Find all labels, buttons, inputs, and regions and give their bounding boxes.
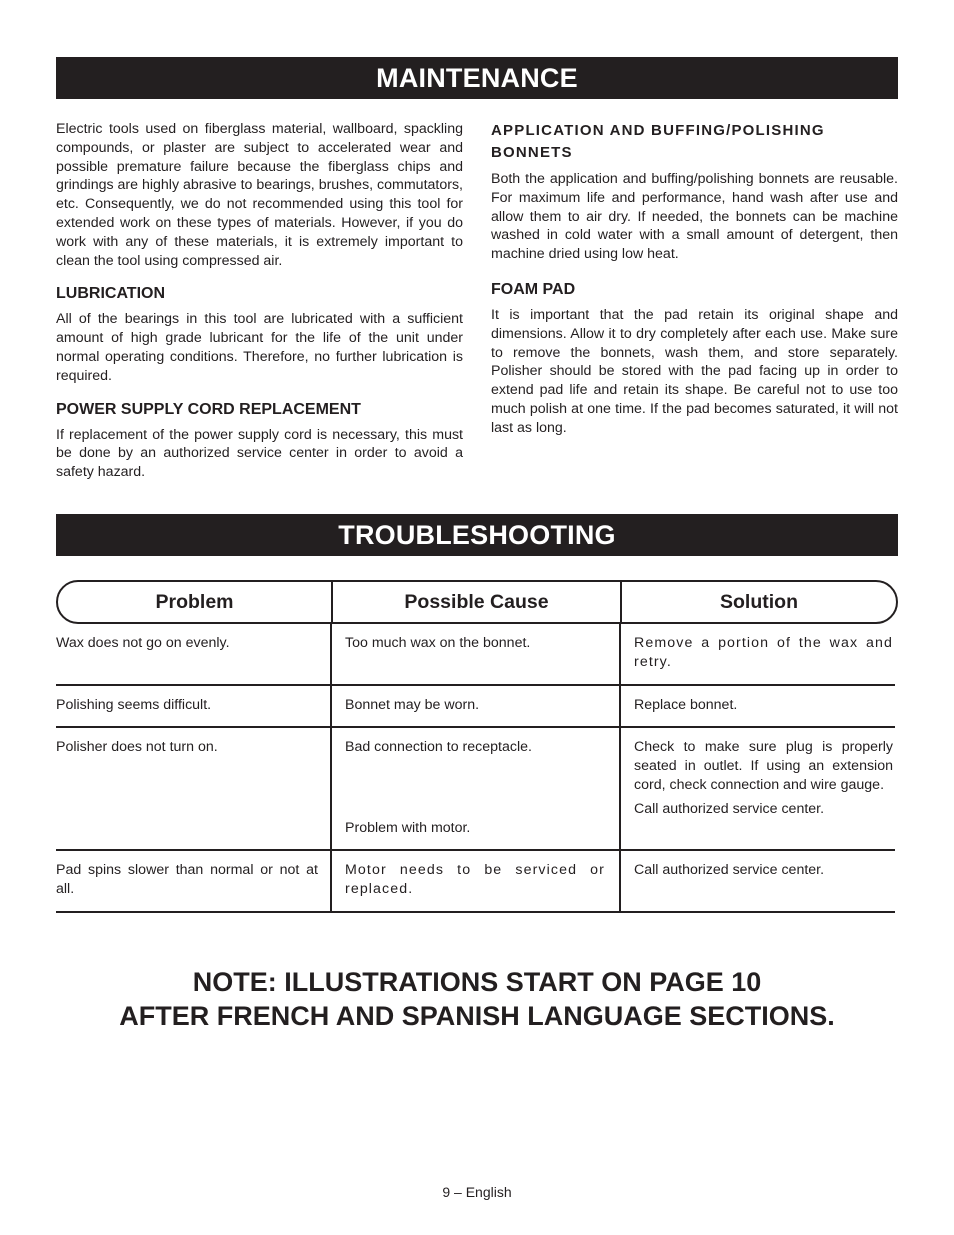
maintenance-title: MAINTENANCE [56,57,898,99]
problem-cell: Polishing seems difficult. [56,686,332,726]
table-header [56,580,898,624]
cause-cell: Motor needs to be serviced or replaced. [332,851,621,911]
solution-cell: Replace bonnet. [634,697,738,713]
page-footer: 9 – English [442,1184,512,1200]
table-row [56,624,895,686]
solution-cell: Call authorized service center. [634,862,825,878]
foam-pad-text: It is important that the pad retain its original shape and dimensions. Allow it to dry completely after each use. Make sure to remove the bonnets, wash them, and store separately. Polisher should be stored with the pad facing up in order to extend pad life and retain its shape. Be careful not to use too much polish at one time. If the pad becomes saturated, it will not last as long. [491,306,898,436]
solution-cell [621,728,895,849]
cause-line: Bad connection to receptacle. [345,739,532,755]
header-possible-cause: Possible Cause [333,582,622,622]
foam-pad-heading: FOAM PAD [491,280,576,298]
problem-cell: Pad spins slower than normal or not at all. [56,851,332,911]
note-line-1: NOTE: ILLUSTRATIONS START ON PAGE 10 [192,967,762,997]
maintenance-right-column [491,120,898,438]
table-row [56,851,895,913]
solution-cell: Remove a portion of the wax and retry. [634,635,893,670]
table-row [56,686,895,728]
cause-cell [332,728,621,849]
bonnets-text: Both the application and buffing/polishing bonnets are reusable. For maximum life and performance, hand wash after use and allow them to air dry. If needed, the bonnets can be machine washed in cold water with a small amount of detergent, then machine dried using low heat. [491,171,898,263]
solution-line: Call authorized service center. [634,801,825,818]
troubleshooting-table [56,580,898,913]
maintenance-left-column [56,120,463,482]
illustrations-note [56,965,898,1033]
problem-cell: Polisher does not turn on. [56,728,332,849]
cord-replacement-heading: POWER SUPPLY CORD REPLACEMENT [56,400,361,418]
cause-cell: Bonnet may be worn. [332,686,621,726]
table-row [56,728,895,851]
bonnets-heading: APPLICATION AND BUFFING/POLISHING BONNETS [491,122,825,161]
troubleshooting-title: TROUBLESHOOTING [56,514,898,556]
solution-line: Check to make sure plug is properly seated in outlet. If using an extension cord, check connection and wire gauge. [634,739,893,793]
lubrication-text: All of the bearings in this tool are lubricated with a sufficient amount of high grade lubricant for the life of the unit under normal operating conditions. Therefore, no further lubrication is required. [56,311,463,384]
cause-line: Problem with motor. [345,819,471,836]
header-problem: Problem [58,582,333,622]
lubrication-heading: LUBRICATION [56,285,166,303]
cause-cell: Too much wax on the bonnet. [332,624,621,684]
maintenance-intro: Electric tools used on fiberglass material, wallboard, spackling compounds, or plaster are subject to accelerated wear and possible premature failure because the fiberglass chips and grindings are highly abrasive to bearings, brushes, commutators, etc. Consequently, we do not recommended using this tool for extended work on these types of materials. However, if you do work with any of these materials, it is extremely important to clean the tool using compressed air. [56,121,463,269]
header-solution: Solution [720,591,798,613]
cord-replacement-text: If replacement of the power supply cord is necessary, this must be done by an authorized service center in order to avoid a safety hazard. [56,426,463,481]
note-line-2: AFTER FRENCH AND SPANISH LANGUAGE SECTIONS. [119,1001,835,1031]
problem-cell: Wax does not go on evenly. [56,624,332,684]
